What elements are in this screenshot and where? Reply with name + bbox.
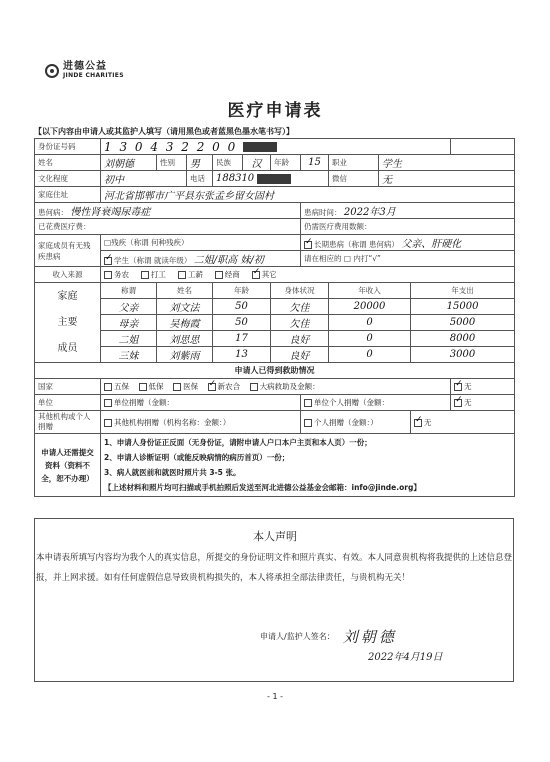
table-row: 母亲 吴梅霞 50 欠佳 0 5000: [35, 315, 515, 331]
id-field[interactable]: 1 3 0 4 3 2 2 0 0: [101, 139, 451, 155]
redaction-mask: [257, 174, 291, 184]
job-label: 职业: [329, 155, 379, 171]
income-src-label: 收入来源: [35, 267, 101, 283]
declaration-title: 本人声明: [253, 530, 297, 543]
chronic-option[interactable]: ✓ 长期患病（称谓 患何病） 父亲、肝硬化: [301, 235, 515, 251]
other-org-label: 其他机构或个人捐赠: [35, 411, 101, 434]
name-field[interactable]: 刘朝德: [101, 155, 157, 171]
other-option-1[interactable]: 其他机构捐赠（机构名称：金额：）: [101, 411, 301, 434]
other-none[interactable]: ✓ 无: [411, 411, 515, 434]
disabled-option[interactable]: □残疾（称谓 何种残疾）: [101, 235, 301, 251]
fam-head-income: 年收入: [329, 283, 411, 299]
unit-option-2[interactable]: 单位个人捐赠（金额：: [301, 395, 451, 411]
page-number: - 1 -: [267, 692, 283, 701]
sign-date[interactable]: 2022年4月19日: [368, 652, 443, 663]
disease-time-field: 2022年3月: [343, 207, 396, 218]
age-label: 年龄: [271, 155, 301, 171]
checkbox-student[interactable]: [104, 257, 112, 265]
jinde-logo: [45, 62, 124, 79]
unit-option-1[interactable]: 单位捐赠（金额：: [101, 395, 301, 411]
submit-label: 申请人还需提交资料（资料不全，恕不办理）: [35, 434, 101, 497]
checkbox-chronic[interactable]: [304, 241, 312, 249]
page-title: 医疗申请表: [227, 101, 323, 121]
submit-items: 1、申请人身份证正反面（无身份证，请附申请人户口本户主页和本人页）一份； 2、申请人诊断证明（或能反映病情的病历首页）一份； 3、病人就医前和就医时照片共 3-5 张。 【上述材料和照片均可扫描或手机拍照后发送至河北进德公益基金会邮箱：info@jinde.org】: [101, 434, 515, 497]
disease-cell[interactable]: 患何病： 慢性肾衰竭尿毒症: [35, 203, 301, 219]
sex-field[interactable]: 男: [187, 155, 213, 171]
unit-none[interactable]: ✓ 无: [451, 395, 515, 411]
application-form: [34, 138, 515, 497]
student-option[interactable]: ✓学生（称谓 就读年级） 二姐/职高 妹/初: [101, 251, 301, 267]
phone-label: 电话: [187, 171, 213, 187]
wechat-field[interactable]: 无: [379, 171, 515, 187]
aid-section-title: 申请人已得到救助情况: [35, 363, 515, 379]
jinde-logo-icon: [45, 64, 59, 78]
need-label[interactable]: 仍需医疗费用数额：: [301, 219, 515, 235]
tick-hint: 请在相应的 □ 内打“√”: [301, 251, 515, 267]
table-row: 父亲 刘文法 50 欠佳 20000 15000: [35, 299, 515, 315]
id-label: 身份证号码: [35, 139, 101, 155]
other-option-2[interactable]: 个人捐赠（金额：）: [301, 411, 411, 434]
address-label: 家庭住址: [35, 187, 101, 203]
nation-none[interactable]: ✓ 无: [451, 379, 515, 395]
fam-head-expense: 年支出: [411, 283, 515, 299]
declaration-text: 本申请表所填写内容均为我个人的真实信息，所提交的身份证明文件和照片真实、有效。本人同意贵机构将我提供的上述信息登报，并上网求援。如有任何虚假信息导致贵机构损失的，本人将承担全部法律责任，与贵机构无关！: [36, 553, 513, 583]
checkbox-income-other: [252, 271, 260, 279]
signature[interactable]: 刘朝德: [342, 628, 397, 646]
wechat-label: 微信: [329, 171, 379, 187]
fam-head-age: 年龄: [213, 283, 271, 299]
ethnic-field[interactable]: 汉: [243, 155, 271, 171]
job-field[interactable]: 学生: [379, 155, 515, 171]
disease-time-cell[interactable]: 患病时间： 2022年3月: [301, 203, 515, 219]
table-row: 三妹 刘紫雨 13 良好 0 3000: [35, 347, 515, 363]
signer-label: 申请人/监护人签名：: [260, 632, 335, 641]
phone-field[interactable]: 188310: [213, 171, 329, 187]
sex-label: 性别: [157, 155, 187, 171]
spent-label[interactable]: 已花费医疗费：: [35, 219, 301, 235]
nation-label: 国家: [35, 379, 101, 395]
ethnic-label: 民族: [213, 155, 243, 171]
redaction-mask: [243, 142, 277, 152]
fam-head-rel: 称谓: [101, 283, 157, 299]
name-label: 姓名: [35, 155, 101, 171]
fam-head-name: 姓名: [157, 283, 213, 299]
table-row: 二姐 刘思思 17 良好 0 8000: [35, 331, 515, 347]
address-field[interactable]: 河北省邯郸市广平县东张孟乡留女固村: [101, 187, 515, 203]
edu-field[interactable]: 初中: [101, 171, 187, 187]
age-field[interactable]: 15: [301, 155, 329, 171]
fam-head-health: 身体状况: [271, 283, 329, 299]
disease-field: 慢性肾衰竭尿毒症: [70, 207, 151, 218]
edu-label: 文化程度: [35, 171, 101, 187]
family-members-label: 家庭 主要 成员: [35, 283, 101, 363]
unit-label: 单位: [35, 395, 101, 411]
signature-row: [260, 626, 397, 647]
checkbox-xinnonghe: [208, 383, 216, 391]
instruction-note: 【以下内容由申请人或其监护人填写（请用黑色或者蓝黑色墨水笔书写）】: [34, 127, 294, 136]
family-ill-label: 家庭成员有无残疾患病: [35, 235, 101, 267]
nation-options[interactable]: 五保 低保 医保 ✓ 新农合 大病救助及金额：: [101, 379, 451, 395]
income-options[interactable]: 务农 打工 工薪 经商 ✓ 其它: [101, 267, 515, 283]
logo-cn: 进德公益: [63, 61, 107, 72]
logo-en: JINDE CHARITIES: [63, 72, 124, 79]
